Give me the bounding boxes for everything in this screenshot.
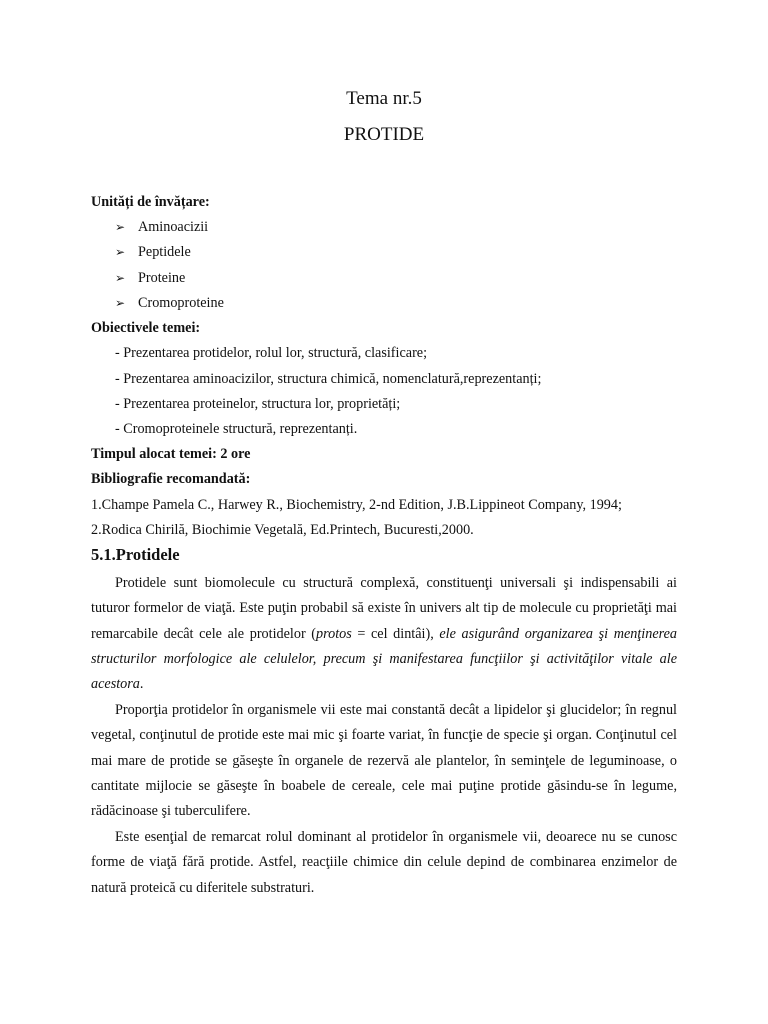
page-title: PROTIDE	[343, 124, 425, 145]
list-item: - Prezentarea aminoacizilor, structura chimică, nomenclatură,reprezentanți;	[115, 371, 542, 387]
obiective-label: Obiectivele temei:	[91, 320, 201, 336]
bibliografie-label: Bibliografie recomandată:	[91, 471, 251, 487]
list-item: ➢ Aminoacizii	[115, 219, 209, 235]
list-item: - Cromoproteinele structură, reprezentanți.	[115, 421, 358, 437]
arrow-bullet-icon: ➢	[115, 220, 126, 234]
list-item: - Prezentarea proteinelor, structura lor, proprietăți;	[115, 396, 401, 412]
list-item: ➢ Proteine	[115, 270, 186, 286]
arrow-bullet-icon: ➢	[115, 296, 126, 310]
bibliography-entry: 2.Rodica Chirilă, Biochimie Vegetală, Ed.Printech, Bucuresti,2000.	[91, 522, 474, 538]
unitati-label: Unități de învățare:	[91, 194, 210, 210]
bibliography-entry: 1.Champe Pamela C., Harwey R., Biochemistry, 2-nd Edition, J.B.Lippineot Company, 1994;	[91, 497, 622, 513]
paragraph-2: Proporţia protidelor în organismele vii este mai constantă decât a lipidelor şi glucidelor; în regnul vegetal, conţinutul de protide este mai mic şi foarte variat, în funcţie de specie şi organ. Conţinutul cel mai mare de protide se găseşte în organele de rezervă ale plantelor, în seminţele de leguminoase, o cantitate mijlocie se găseşte în boabele de cereale, cele mai puţine protide găsindu-se în legume, rădăcinoase şi tuberculifere.	[91, 702, 677, 820]
list-item: - Prezentarea protidelor, rolul lor, structură, clasificare;	[115, 345, 428, 361]
arrow-bullet-icon: ➢	[115, 245, 126, 259]
tema-number: Tema nr.5	[346, 88, 422, 109]
arrow-bullet-icon: ➢	[115, 271, 126, 285]
section-heading: 5.1.Protidele	[91, 545, 180, 564]
list-item: ➢ Peptidele	[115, 244, 191, 260]
paragraph-1: Protidele sunt biomolecule cu structură complexă, constituenţi universali şi indispensabili ai tuturor formelor de viaţă. Este puţin probabil să existe în univers alt tip de molecule cu proprietăţi mai remarcabile decât cele ale protidelor (protos = cel dintâi), ele asigurând organizarea şi menţinerea structurilor morfologice ale celulelor, precum şi manifestarea funcţiilor şi activităţilor vitale ale acestora.	[91, 575, 678, 693]
paragraph-3: Este esenţial de remarcat rolul dominant al protidelor în organismele vii, deoarece nu se cunosc forme de viaţă fără protide. Astfel, reacţiile chimice din celule depind de combinarea enzimelor de natură proteică cu diferitele substraturi.	[91, 829, 677, 896]
list-item: ➢ Cromoproteine	[115, 295, 224, 311]
timp-alocat: Timpul alocat temei: 2 ore	[91, 446, 251, 462]
